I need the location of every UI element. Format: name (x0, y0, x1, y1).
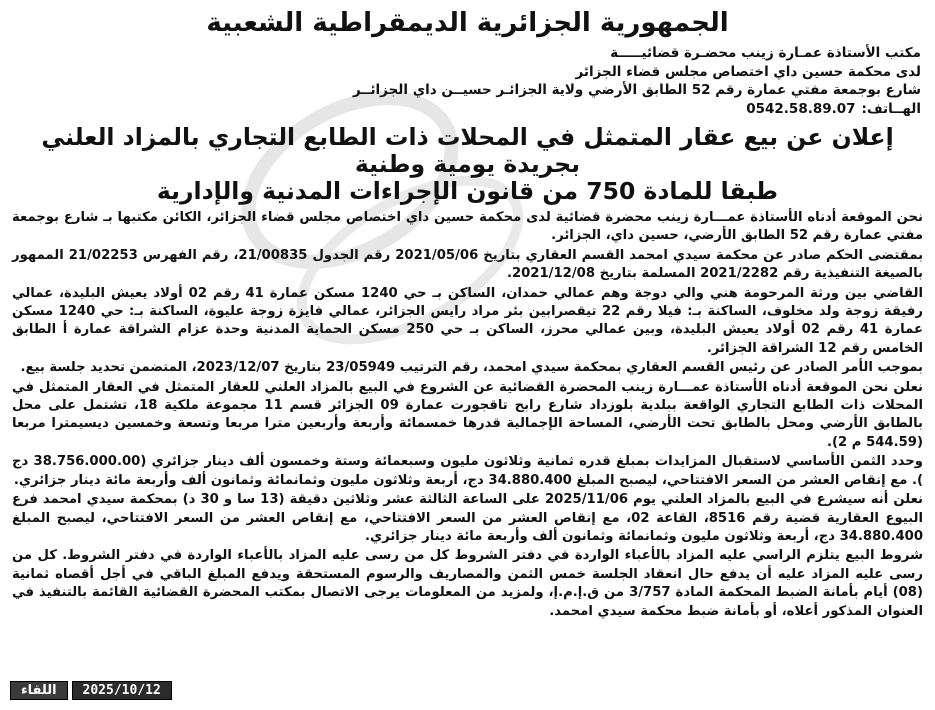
office-info (10, 44, 925, 118)
newspaper-name: اللقاء (10, 681, 68, 700)
paragraph-auction-date: نعلن أنه سيشرع في البيع بالمزاد العلني يوم 2025/11/06 على الساعة الثالثة عشر وثلاثين دقيقة (13 سا و 30 د) بمحكمة سيدي امحمد فرع البيوع العقارية قضية رقم 8516، القاعة 02، مع إنقاص العشر من السعر الافتتاحي، مع إنقاص العشر من السعر الافتتاحي، ليصبح المبلغ 34.880.400 دج، أربعة وثلاثون مليون وثمانمائة وثمانون ألف وأربعة مائة دينار جزائري. (12, 492, 923, 544)
footer (10, 681, 172, 700)
paragraph-judgment: بمقتضى الحكم صادر عن محكمة سيدي امحمد القسم العقاري بتاريخ 2021/05/06 رقم الجدول 21/00835، رقم الفهرس 21/02253 الممهور بالصيغة التنفيذية رقم 2021/2282 المسلمة بتاريخ 2021/12/08. (12, 247, 924, 282)
paragraph-conditions: شروط البيع يتلزم الراسي عليه المزاد بالأعباء الواردة في دفتر الشروط كل من رسى عليه المزاد بالأعباء الواردة في دفتر الشروط. كل من رسى عليه المزاد عليه أن يدفع حال انعقاد الجلسة خمس الثمن والمصاريف والرسوم المستحقة ويدفع المبلغ الباقي في أجل أقصاه ثمانية (08) أيام بأمانة الضبط المحكمة المادة 3/757 من ق.إ.م.إ، ولمزيد من المعلومات يرجى الاتصال بمكتب المحضرة القضائية القائمة بالتنفيذ في العنوان المذكور أعلاه، أو بأمانة ضبط محكمة سيدي امحمد. (12, 548, 923, 619)
office-line-2: لدى محكمة حسين داي اختصاص مجلس قضاء الجزائر (575, 63, 921, 80)
headline-line-1: إعلان عن بيع عقار المتمثل في المحلات ذات الطابع التجاري بالمزاد العلني بجريدة يومية وطنية (41, 123, 894, 178)
paragraph-bailiff: نحن الموقعة أدناه الأستاذة عمـــارة زينب محضرة قضائية لدى محكمة حسين داي اختصاص مجلس قضاء الجزائر، الكائن مكتبها بـ شارع بوجمعة مفتي عمارة رقم 52 الطابق الأرضي، حسين داي، الجزائر. (12, 210, 923, 244)
paragraph-parties: القاضي بين ورثة المرحومة هني والي دوجة وهم عمالي حمدان، الساكن بـ حي 1240 مسكن عمارة 41 رقم 02 أولاد يعيش البليدة، عمالي رفيقة زوجة ولد مخلوف، الساكنة بـ: فيلا رقم 22 تيقصرابين بئر مراد رايس الجزائر، عمالي فايزة زوجة عليوة، الساكنة بـ: حي 1240 مسكن عمارة 41 رقم 02 أولاد يعيش البليدة، وبين عمالي محرز، الساكن بـ حي 250 مسكن الحماية المدنية وحدة عزام الشراقة عمارة أ الطابق الخامس رقم 12 الشراقة الجزائر. (12, 285, 923, 356)
publication-date: 2025/10/12 (72, 681, 172, 700)
paragraph-price: وحدد الثمن الأساسي لاستقبال المزايدات بمبلغ قدره ثمانية وثلاثون مليون وسبعمائة وستة وخمسون ألف دينار جزائري (38.756.000.00 دج ). مع إنقاص العشر من السعر الافتتاحي، ليصبح المبلغ 34.880.400 دج، أربعة وثلاثون مليون وثمانمائة وثمانون ألف وأربعة مائة دينار جزائري. (12, 454, 923, 488)
office-line-3: شارع بوجمعة مفتي عمارة رقم 52 الطابق الأرضي ولاية الجزائـر حسيــن داي الجزائــر (352, 82, 921, 98)
announcement-body (10, 209, 925, 621)
phone-row (10, 100, 921, 119)
paragraph-property: نعلن نحن الموقعة أدناه الأستاذة عمـــارة زينب المحضرة القضائية عن الشروع في البيع بالمزاد العلني للعقار المتمثل في العقار المتمثل في المحلات ذات الطابع التجاري الواقعة ببلدية بلوزداد شارع رابح تاقجورت عمارة 09 الجزائر قسم 11 مجموعة ملكية 18، تشتمل على محل بالطابق الأرضي ومحل بالطابق تحت الأرضي، المساحة الإجمالية قدرها خمسمائة وأربعة وأربعين مترا مربعا وتسعة وخمسين ديسيمترا مربعا (544.59 م 2). (12, 379, 924, 450)
headline-line-2: طبقا للمادة 750 من قانون الإجراءات المدنية والإدارية (156, 177, 779, 205)
republic-title: الجمهورية الجزائرية الديمقراطية الشعبية (206, 8, 729, 38)
phone-number: 0542.58.89.07 (746, 100, 856, 117)
phone-label: الهــاتف: (861, 100, 921, 117)
office-line-1: مكتب الأستاذة عمـارة زينب محضـرة قضائيـــــة (610, 45, 921, 61)
paragraph-order: بموجب الأمر الصادر عن رئيس القسم العقاري بمحكمة سيدي امحمد، رقم الترتيب 23/05949 بتاريخ 2023/12/07، المتضمن تحديد جلسة بيع. (20, 360, 923, 376)
announcement-headline (10, 124, 925, 205)
announcement-page (10, 6, 925, 702)
